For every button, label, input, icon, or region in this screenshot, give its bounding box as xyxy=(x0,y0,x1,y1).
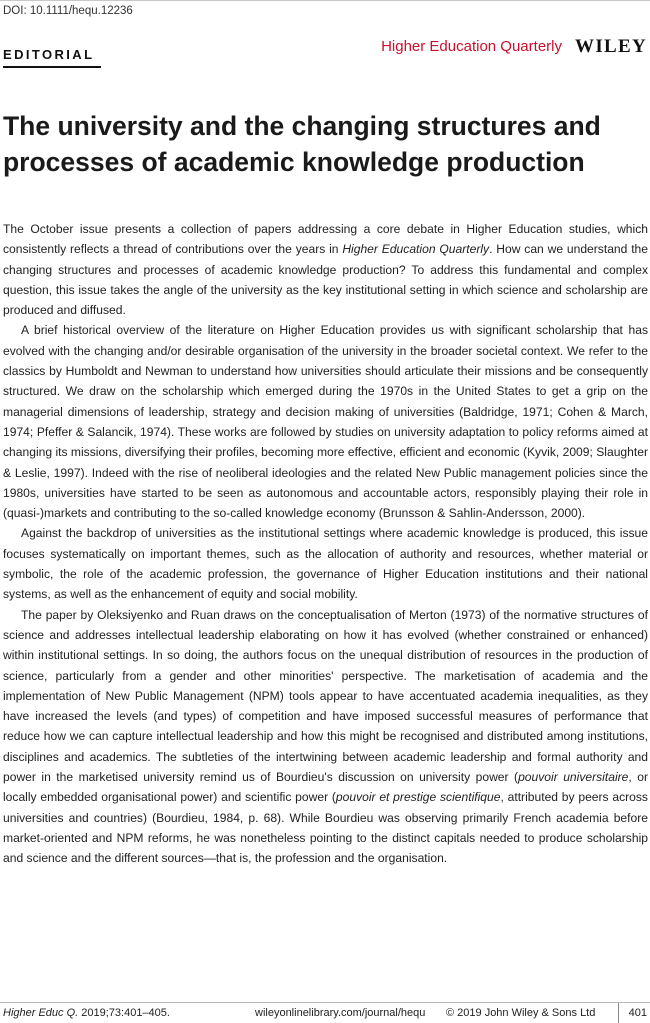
publisher-logo: WILEY xyxy=(575,36,647,57)
text-run: The October issue presents a collection of papers addressing a core debate in Higher Education studies, which consistently reflects a thread of contributions over the years in xyxy=(3,222,648,257)
text-run: Against the backdrop of universities as the institutional settings where academic knowledge is produced, this issue focuses systematically on important themes, such as the allocation of authority and resources, whether material or symbolic, the role of the academic profession, the governance of Higher Education institutions and their national systems, as well as the enhancement of equity and social mobility. xyxy=(3,526,648,602)
italic-text: Higher Education Quarterly xyxy=(342,242,490,257)
doi-link[interactable]: DOI: 10.1111/hequ.12236 xyxy=(3,5,133,17)
article-title: The university and the changing structures and processes of academic knowledge production xyxy=(3,111,601,177)
footer-separator xyxy=(618,1003,619,1023)
journal-abbreviation: Higher Educ Q. xyxy=(3,1007,79,1019)
text-run: . How can we understand the changing structures and processes of academic knowledge production? To address this fundamental and complex question, this issue takes the angle of the university as the key institutional setting in which science and scholarship are produced and diffused. xyxy=(3,242,649,318)
journal-url[interactable]: wileyonlinelibrary.com/journal/hequ xyxy=(255,1007,426,1019)
text-run: , attributed by peers across universities and countries) (Bourdieu, 1984, p. 68). While Bourdieu was observing primarily French academia before market-oriented and NPM reforms, he was nonetheless pointing to the distinct capitals needed to produce scholarship and science and the different sources—that is, the profession and the organisation. xyxy=(3,790,648,866)
body-paragraph xyxy=(3,219,648,320)
body-paragraph xyxy=(3,523,648,604)
body-paragraph xyxy=(3,320,648,523)
journal-name: Higher Education Quarterly xyxy=(381,38,562,55)
italic-text: pouvoir universitaire xyxy=(518,770,629,785)
article-body xyxy=(3,219,648,869)
body-paragraph xyxy=(3,605,648,869)
text-run: The paper by Oleksiyenko and Ruan draws on the conceptualisation of Merton (1973) of the normative structures of science and addresses intellectual leadership elaborating on how it has evolved (whether constrained or enhanced) within institutional settings. In so doing, the authors focus on the unequal distribution of resources in the production of science, particularly from a gender and other minorities' perspective. The marketisation of academia and the implementation of New Public Management (NPM) tools appear to have accentuated academia inequalities, as they have increased the levels (and types) of competition and have imposed successful measures of performance that reduce how we can capture intellectual leadership and how this might be recognised and distributed among institutions, disciplines and academics. The subtleties of the intertwining between academic leadership and formal authority and power in the marketised university remind us of Bourdieu's discussion on university power ( xyxy=(3,607,648,785)
footer-citation xyxy=(3,1007,170,1019)
text-run: , or locally embedded organisational power) and scientific power ( xyxy=(3,770,648,805)
italic-text: pouvoir et prestige scientifique xyxy=(335,790,501,805)
footer-rule xyxy=(0,1002,650,1003)
top-rule xyxy=(0,0,650,1)
section-label: EDITORIAL xyxy=(3,47,95,62)
section-underline xyxy=(3,66,101,68)
text-run: A brief historical overview of the literature on Higher Education provides us with significant scholarship that has evolved with the changing and/or desirable organisation of the university in the broader societal context. We refer to the classics by Humboldt and Newman to understand how universities should articulate their missions and be consequently structured. We draw on the scholarship which emerged during the 1970s in the United States to get a grip on the managerial dimensions of leadership, strategy and decision making of universities (Baldridge, 1971; Cohen & March, 1974; Pfeffer & Salancik, 1974). These works are followed by studies on university adaptation to policy reforms aimed at changing its missions, diversifying their profiles, becoming more effective, efficient and economic (Kyvik, 2009; Slaughter & Leslie, 1997). Indeed with the rise of neoliberal ideologies and the related New Public management policies since the 1980s, universities have started to be seen as autonomous and accountable actors, responsibly playing their role in (quasi-)markets and contributing to the so-called knowledge economy (Brunsson & Sahlin-Andersson, 2000). xyxy=(3,323,648,521)
page-number: 401 xyxy=(628,1007,647,1019)
copyright: © 2019 John Wiley & Sons Ltd xyxy=(446,1007,596,1019)
citation-volume: 2019;73:401–405. xyxy=(78,1007,170,1019)
